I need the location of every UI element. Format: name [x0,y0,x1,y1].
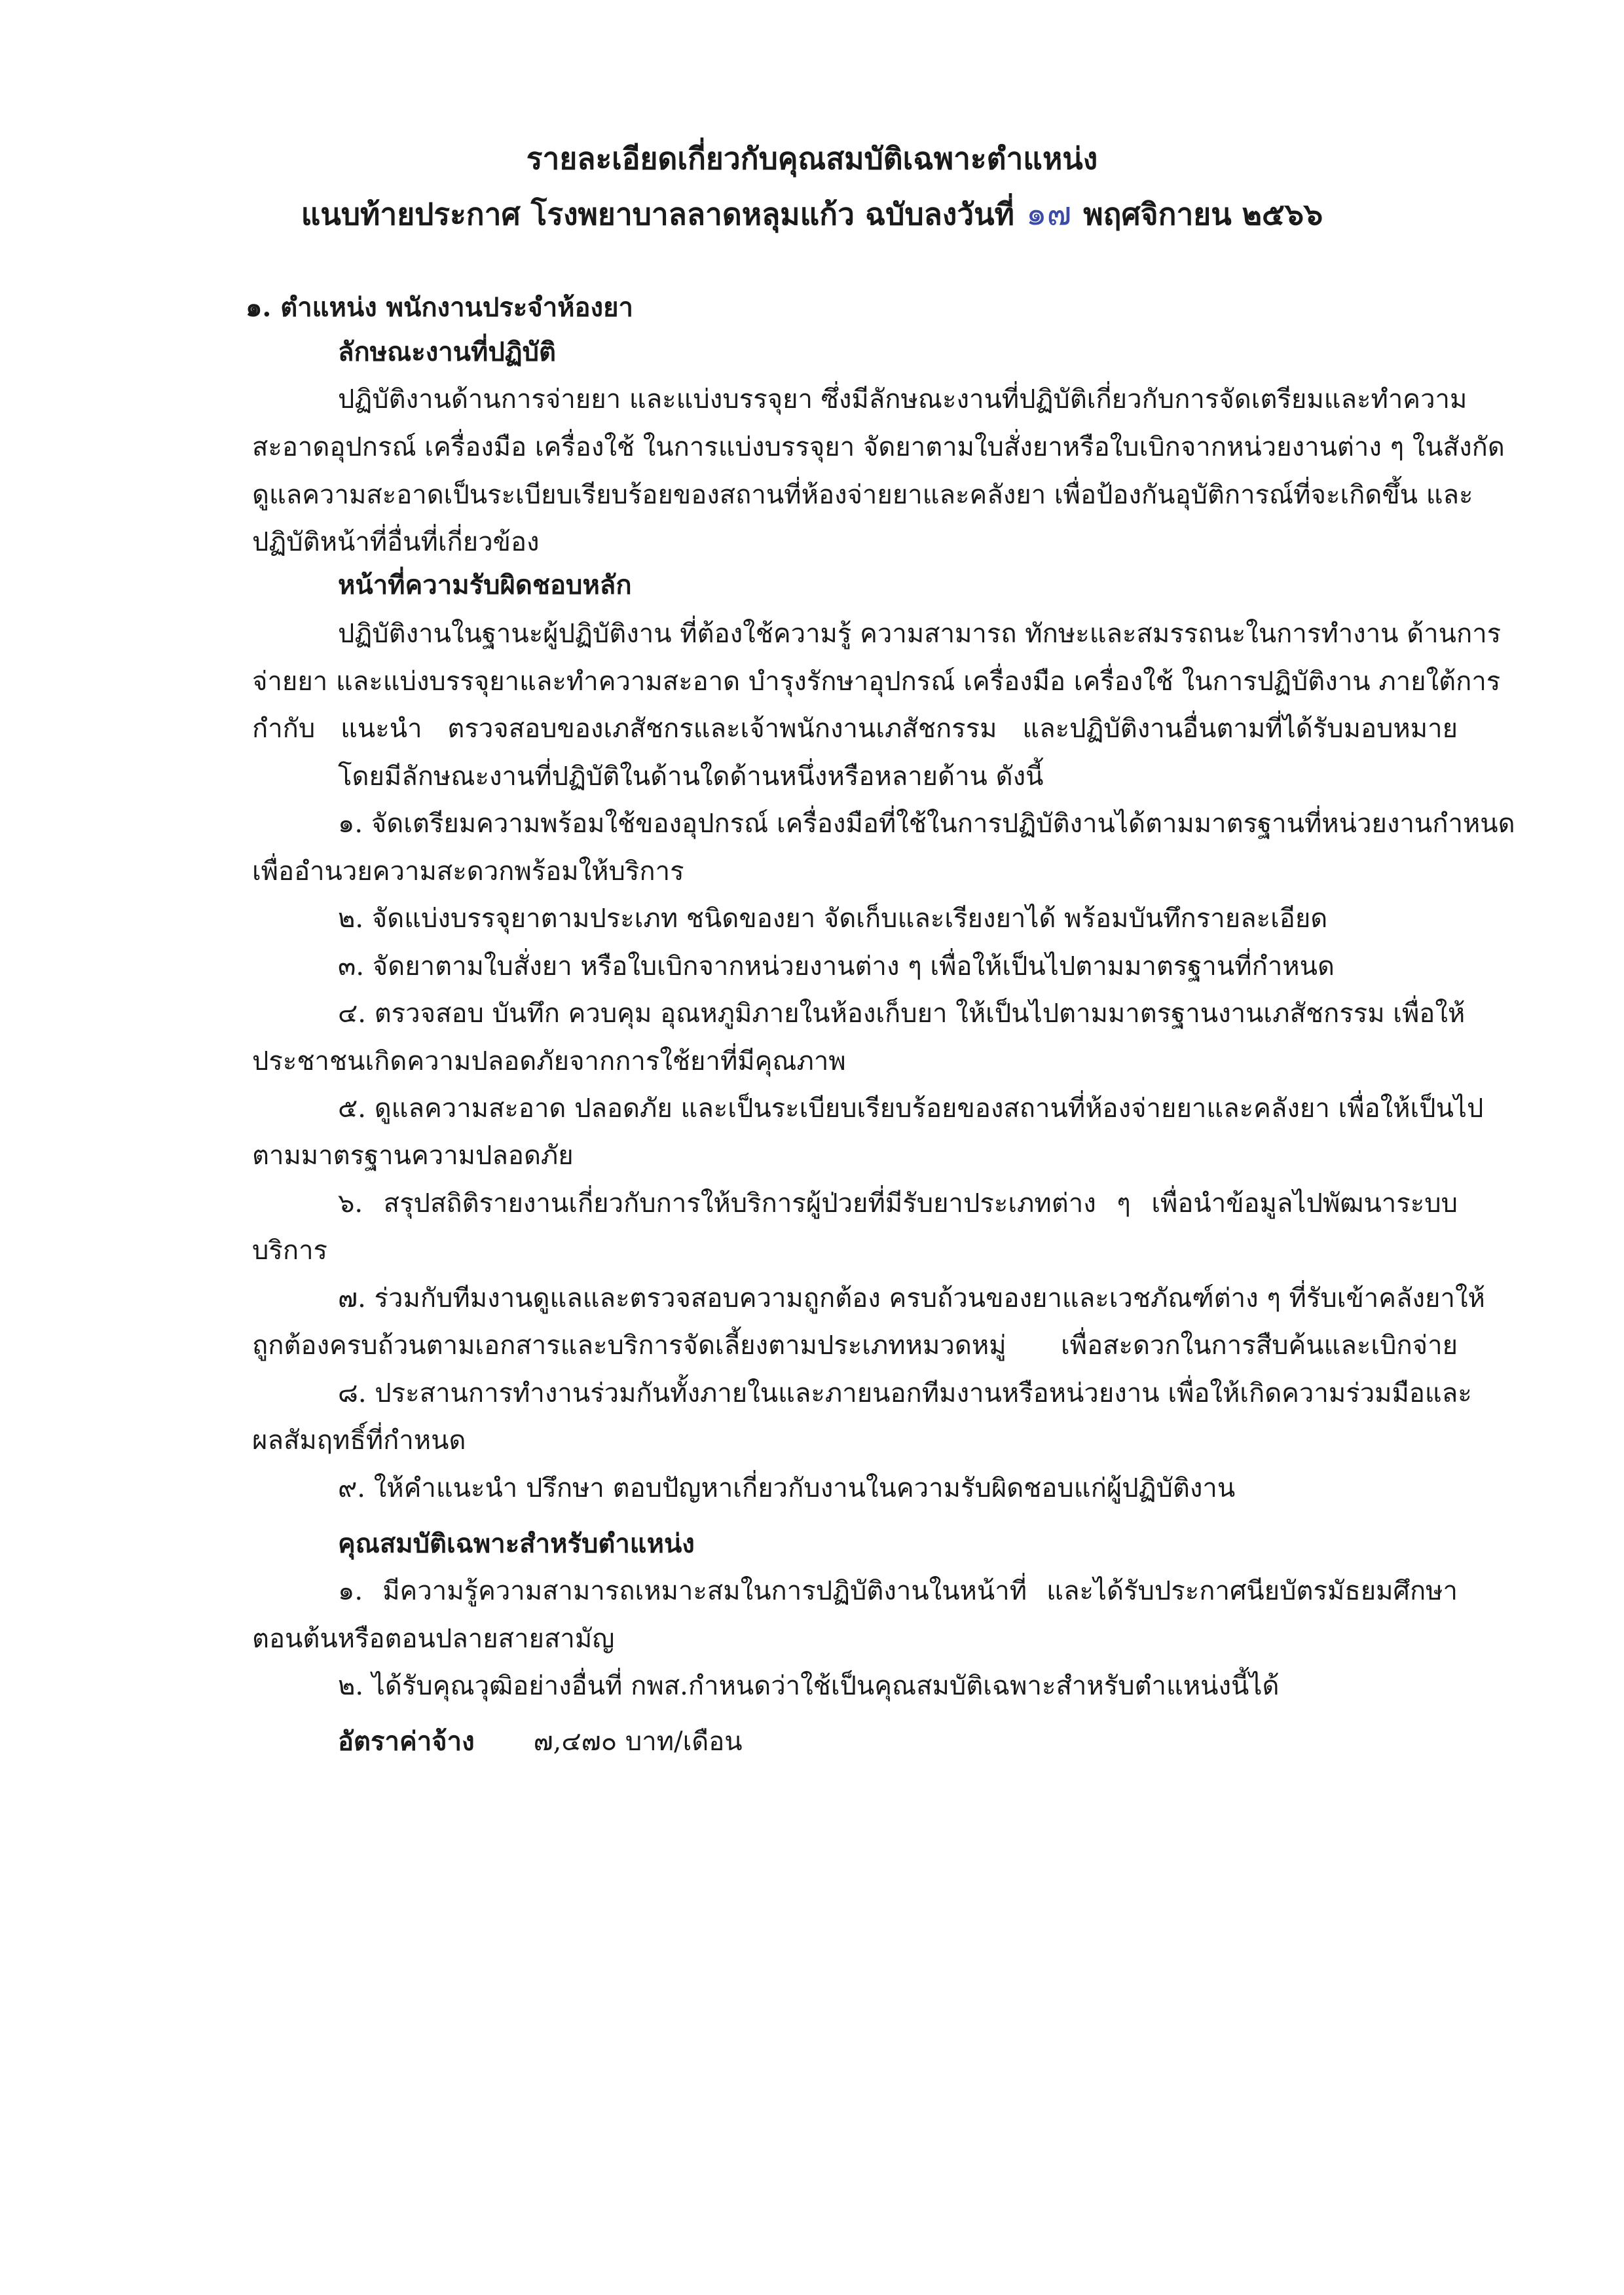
wage-label: อัตราค่าจ้าง [338,1726,475,1757]
responsibilities-line: โดยมีลักษณะงานที่ปฏิบัติในด้านใดด้านหนึ่งหรือหลายด้าน ดังนี้ [338,762,1044,792]
position-heading: ๑. ตำแหน่ง พนักงานประจำห้องยา [246,292,633,323]
handwritten-day: ๑๗ [1025,194,1072,232]
duty-item: ๒. จัดแบ่งบรรจุยาตามประเภท ชนิดของยา จัดเก็บและเรียงยาได้ พร้อมบันทึกรายละเอียด [338,904,1328,934]
qualification-item: ๑. มีความรู้ความสามารถเหมาะสมในการปฏิบัติงานในหน้าที่ และได้รับประกาศนียบัตรมัธยมศึกษา [338,1576,1458,1606]
wage-row [338,1723,743,1760]
duty-item-continued: เพื่ออำนวยความสะดวกพร้อมให้บริการ [252,856,684,887]
qualifications-heading: คุณสมบัติเฉพาะสำหรับตำแหน่ง [338,1528,695,1559]
duty-item: ๗. ร่วมกับทีมงานดูแลและตรวจสอบความถูกต้อง ครบถ้วนของยาและเวชภัณฑ์ต่าง ๆ ที่รับเข้าคลังยาให้ [338,1283,1485,1313]
document-title: รายละเอียดเกี่ยวกับคุณสมบัติเฉพาะตำแหน่ง [526,141,1098,176]
duty-item-continued: บริการ [252,1236,328,1266]
work-nature-line: ดูแลความสะอาดเป็นระเบียบเรียบร้อยของสถานที่ห้องจ่ายยาและคลังยา เพื่อป้องกันอุบัติการณ์ที่จะเกิดขึ้น และ [252,480,1473,510]
work-nature-line: สะอาดอุปกรณ์ เครื่องมือ เครื่องใช้ ในการแบ่งบรรจุยา จัดยาตามใบสั่งยาหรือใบเบิกจากหน่วยงานต่าง ๆ ในสังกัด [252,432,1505,462]
subtitle-suffix: พฤศจิกายน ๒๕๖๖ [1083,196,1323,232]
duty-item-continued: ผลสัมฤทธิ์ที่กำหนด [252,1425,466,1456]
duty-item-continued: ประชาชนเกิดความปลอดภัยจากการใช้ยาที่มีคุณภาพ [252,1046,846,1076]
work-nature-heading: ลักษณะงานที่ปฏิบัติ [338,337,557,367]
duty-item: ๖. สรุปสถิติรายงานเกี่ยวกับการให้บริการผู้ป่วยที่มีรับยาประเภทต่าง ๆ เพื่อนำข้อมูลไปพัฒนาระบบ [338,1188,1458,1219]
duty-item: ๑. จัดเตรียมความพร้อมใช้ของอุปกรณ์ เครื่องมือที่ใช้ในการปฏิบัติงานได้ตามมาตรฐานที่หน่วยงานกำหนด [338,809,1515,839]
responsibilities-line: จ่ายยา และแบ่งบรรจุยาและทำความสะอาด บำรุงรักษาอุปกรณ์ เครื่องมือ เครื่องใช้ ในการปฏิบัติงาน ภายใต้การ [252,667,1501,697]
qualification-item-continued: ตอนต้นหรือตอนปลายสายสามัญ [252,1624,615,1654]
subtitle-prefix: แนบท้ายประกาศ โรงพยาบาลลาดหลุมแก้ว ฉบับลงวันที่ [301,196,1014,232]
qualification-item: ๒. ได้รับคุณวุฒิอย่างอื่นที่ กพส.กำหนดว่าใช้เป็นคุณสมบัติเฉพาะสำหรับตำแหน่งนี้ได้ [338,1671,1280,1701]
document-subtitle [0,194,1624,234]
duty-item: ๓. จัดยาตามใบสั่งยา หรือใบเบิกจากหน่วยงานต่าง ๆ เพื่อให้เป็นไปตามมาตรฐานที่กำหนด [338,951,1335,982]
duty-item: ๔. ตรวจสอบ บันทึก ควบคุม อุณหภูมิภายในห้องเก็บยา ให้เป็นไปตามมาตรฐานงานเภสัชกรรม เพื่อให้ [338,999,1466,1029]
responsibilities-heading: หน้าที่ความรับผิดชอบหลัก [338,570,632,600]
wage-value: ๗,๔๗๐ บาท/เดือน [533,1727,743,1757]
duty-item: ๕. ดูแลความสะอาด ปลอดภัย และเป็นระเบียบเรียบร้อยของสถานที่ห้องจ่ายยาและคลังยา เพื่อให้เป็นไป [338,1093,1484,1124]
duty-item: ๙. ให้คำแนะนำ ปรึกษา ตอบปัญหาเกี่ยวกับงานในความรับผิดชอบแก่ผู้ปฏิบัติงาน [338,1473,1236,1503]
responsibilities-line: กำกับ แนะนำ ตรวจสอบของเภสัชกรและเจ้าพนักงานเภสัชกรรม และปฏิบัติงานอื่นตามที่ได้รับมอบหมาย [252,714,1458,744]
duty-item: ๘. ประสานการทำงานร่วมกันทั้งภายในและภายนอกทีมงานหรือหน่วยงาน เพื่อให้เกิดความร่วมมือและ [338,1378,1472,1408]
work-nature-line: ปฏิบัติงานด้านการจ่ายยา และแบ่งบรรจุยา ซึ่งมีลักษณะงานที่ปฏิบัติเกี่ยวกับการจัดเตรียมและทำความ [338,384,1467,414]
duty-item-continued: ตามมาตรฐานความปลอดภัย [252,1141,574,1171]
work-nature-line: ปฏิบัติหน้าที่อื่นที่เกี่ยวข้อง [252,527,540,557]
duty-item-continued: ถูกต้องครบถ้วนตามเอกสารและบริการจัดเลี้ยงตามประเภทหมวดหมู่ เพื่อสะดวกในการสืบค้นและเบิกจ่าย [252,1331,1458,1361]
responsibilities-line: ปฏิบัติงานในฐานะผู้ปฏิบัติงาน ที่ต้องใช้ความรู้ ความสามารถ ทักษะและสมรรถนะในการทำงาน ด้านการ [338,619,1502,649]
